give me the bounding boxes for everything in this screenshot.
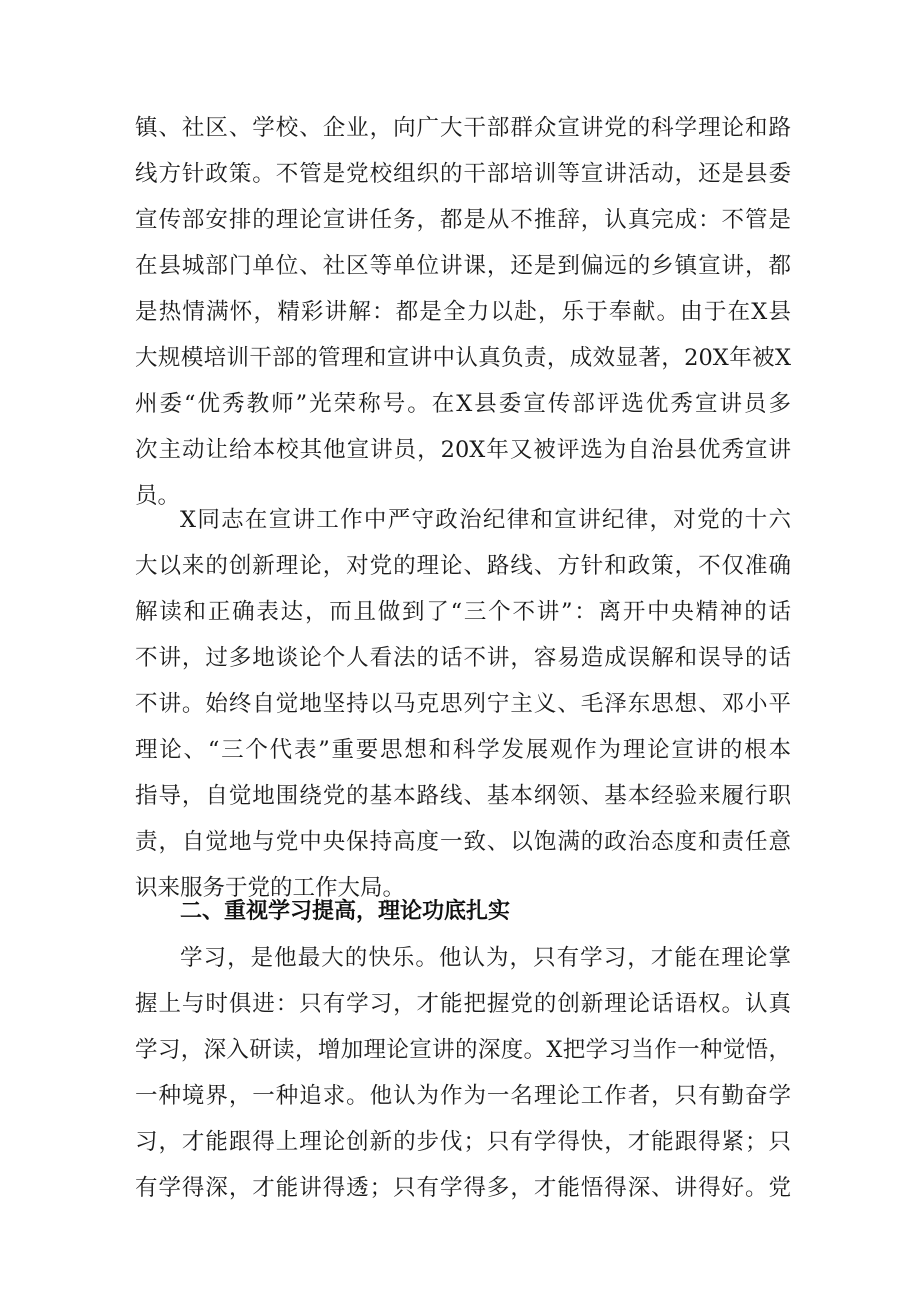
paragraph-line: 学习，深入研读，增加理论宣讲的深度。X把学习当作一种觉悟， (135, 1037, 791, 1063)
paragraph-line: 习，才能跟得上理论创新的步伐；只有学得快，才能跟得紧；只 (135, 1129, 791, 1155)
paragraph-line: 大规模培训干部的管理和宣讲中认真负责，成效显著，20X年被X (135, 345, 791, 371)
paragraph-line: 州委“优秀教师”光荣称号。在X县委宣传部评选优秀宣讲员多 (135, 391, 791, 417)
paragraph-line: 是热情满怀，精彩讲解：都是全力以赴，乐于奉献。由于在X县 (135, 299, 791, 325)
paragraph-line: 次主动让给本校其他宣讲员，20X年又被评选为自治县优秀宣讲 (135, 437, 791, 463)
paragraph-line: 解读和正确表达，而且做到了“三个不讲”：离开中央精神的话 (135, 599, 791, 625)
paragraph-line: 指导，自觉地围绕党的基本路线、基本纲领、基本经验来履行职 (135, 783, 791, 809)
paragraph-line: 识来服务于党的工作大局。 (135, 875, 406, 901)
paragraph-line: 理论、“三个代表”重要思想和科学发展观作为理论宣讲的根本 (135, 737, 791, 763)
paragraph-line: 线方针政策。不管是党校组织的干部培训等宣讲活动，还是县委 (135, 161, 791, 187)
section-heading: 二、重视学习提高，理论功底扎实 (180, 899, 511, 924)
paragraph-line: 宣传部安排的理论宣讲任务，都是从不推辞，认真完成：不管是 (135, 207, 791, 233)
paragraph-line: 学习，是他最大的快乐。他认为，只有学习，才能在理论掌 (180, 945, 791, 971)
paragraph-line: 大以来的创新理论，对党的理论、路线、方针和政策，不仅准确 (135, 553, 791, 579)
paragraph-line: 一种境界，一种追求。他认为作为一名理论工作者，只有勤奋学 (135, 1083, 791, 1109)
paragraph-line: 不讲。始终自觉地坚持以马克思列宁主义、毛泽东思想、邓小平 (135, 691, 791, 717)
paragraph-line: X同志在宣讲工作中严守政治纪律和宣讲纪律，对党的十六 (180, 507, 791, 533)
paragraph-line: 握上与时俱进：只有学习，才能把握党的创新理论话语权。认真 (135, 991, 791, 1017)
paragraph-line: 责，自觉地与党中央保持高度一致、以饱满的政治态度和责任意 (135, 829, 791, 855)
paragraph-line: 在县城部门单位、社区等单位讲课，还是到偏远的乡镇宣讲，都 (135, 253, 791, 279)
paragraph-line: 不讲，过多地谈论个人看法的话不讲，容易造成误解和误导的话 (135, 645, 791, 671)
paragraph-line: 镇、社区、学校、企业，向广大干部群众宣讲党的科学理论和路 (135, 115, 791, 141)
paragraph-line: 员。 (135, 483, 181, 509)
paragraph-line: 有学得深，才能讲得透；只有学得多，才能悟得深、讲得好。党 (135, 1175, 791, 1201)
